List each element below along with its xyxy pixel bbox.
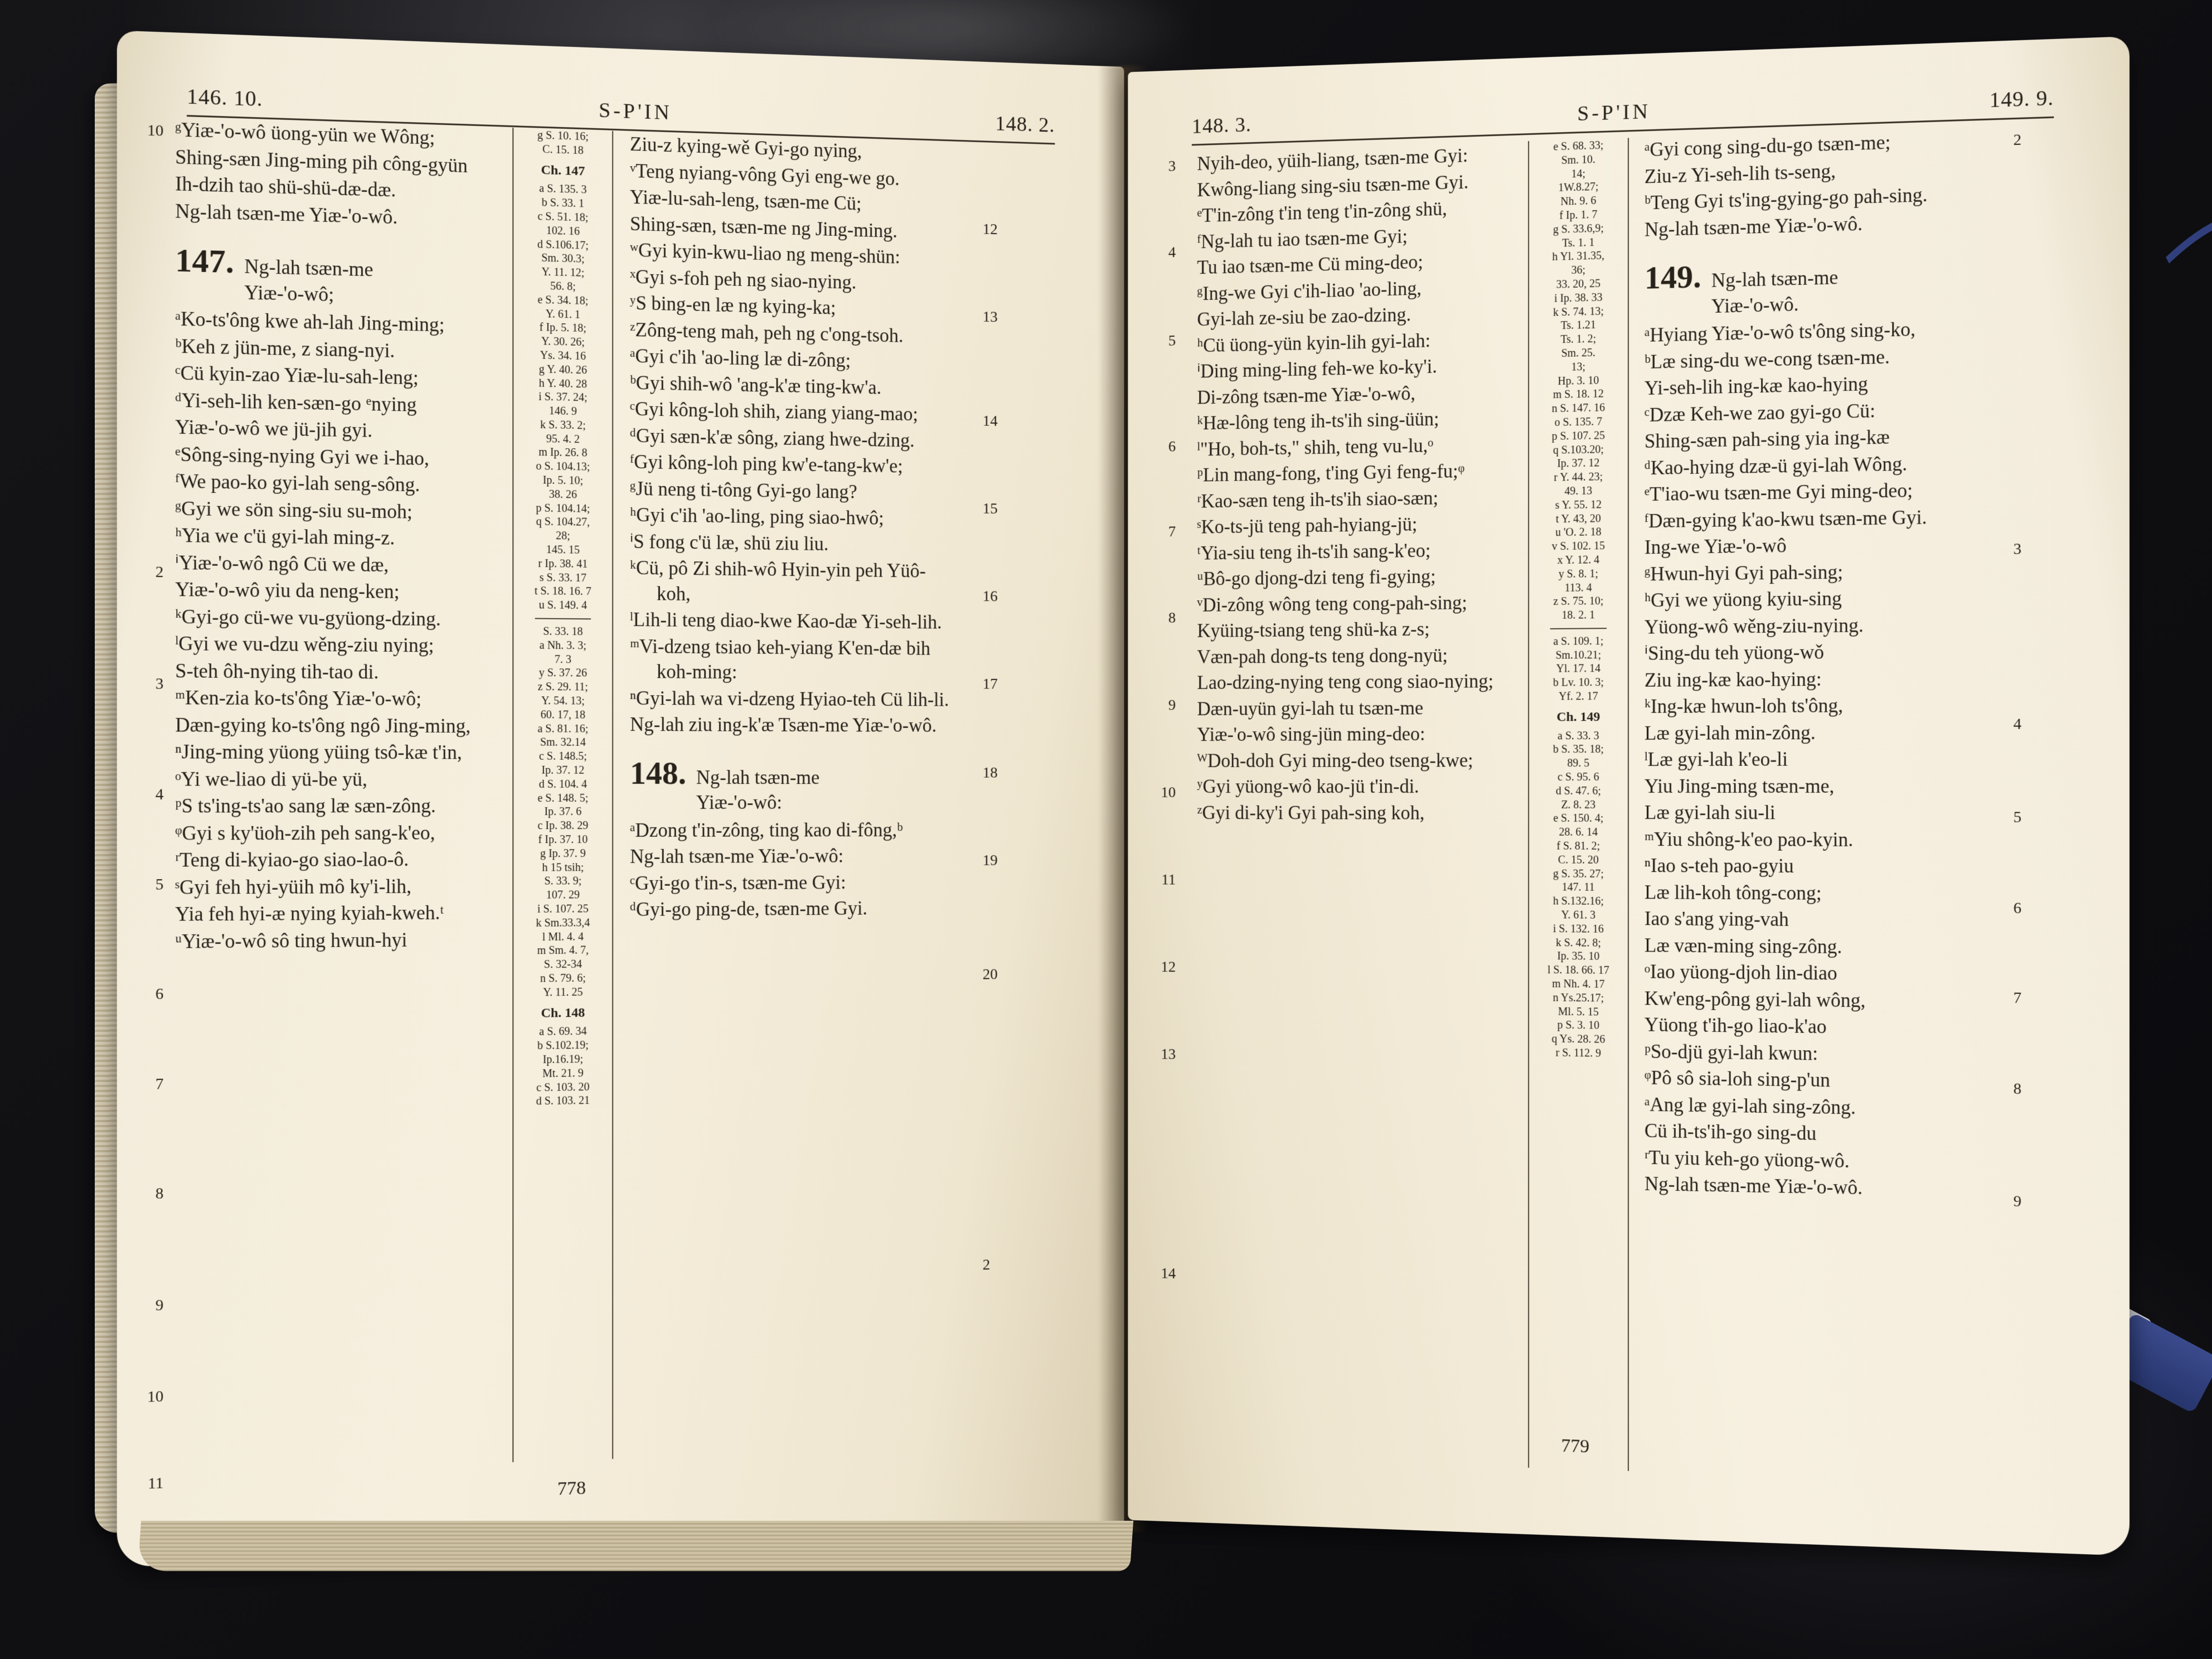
chapter-149-heading [1645, 248, 1973, 320]
left-column-2-text: Ziu-z kying-wě Gyi-go nying, ᵛTeng nyiang-vông Gyi eng-we go. Yiæ-lu-sah-leng, tsæn-me Cü; Shing-sæn, tsæn-me ng Jing-ming. ʷGyi kyin-kwu-liao ng meng-shün: ˣGyi s-foh peh ng siao-nying. ʸS bing-en læ ng kying-ka; ᶻZông-teng mah, peh ng c'ong-tsoh. ᵃGyi c'ih 'ao-ling læ di-zông; ᵇGyi shih-wô 'ang-k'æ ting-kw'a. ᶜGyi kông-loh shih, ziang yiang-mao; ᵈGyi sæn-k'æ sông, ziang hwe-dzing. ᶠGyi kông-loh ping kw'e-tang-kw'e; ᵍJü neng ti-tông Gyi-go lang? ʰGyi c'ih 'ao-ling, ping siao-hwô; ⁱS fong c'ü læ, shü ziu liu. ᵏCü, pô Zi shih-wô Hyin-yin peh Yüô-koh, ˡLih-li teng diao-kwe Kao-dæ Yi-seh-lih. ᵐVi-dzeng tsiao keh-yiang K'en-dæ bih koh-ming: ⁿGyi-lah wa vi-dzeng Hyiao-teh Cü lih-li. Ng-lah ziu ing-k'æ Tsæn-me Yiæ-'o-wô. 148. Ng-lah tsæn-me Yiæ-'o-wô: ᵃDzong t'in-zông, ting kao di-fông,ᵇ Ng-lah tsæn-me Yiæ-'o-wô: ᶜGyi-go t'in-s, tsæn-me Gyi: ᵈGyi-go ping-de, tsæn-me Gyi. [630, 132, 958, 924]
right-col2-verse-numbers: 2 3 4 5 6 7 8 9 [2013, 131, 2022, 1211]
ref-chapter-149: Ch. 149 [1556, 709, 1600, 725]
left-page [117, 31, 1124, 1568]
chapter-148-heading [630, 751, 958, 815]
right-reference-column: e S. 68. 33; Sm. 10. 14; 1W.8.27; Nh. 9. 6 f Ip. 1. 7 g S. 33.6,9; Ts. 1. 1 h Yl. 31.35, 36; 33. 20, 25 i Ip. 38. 33 k S. 74. 13; Ts. 1.21 Ts. 1. 2; Sm. 25. 13; Hp. 3. 10 m S. 18. 12 n S. 147. 16 o S. 135. 7 p S. 107. 25 q S.103.20; Ip. 37. 12 r Y. 44. 23; 49. 13 s Y. 55. 12 t Y. 43, 20 u 'O. 2. 18 v S. 102. 15 x Y. 12. 4 y S. 8. 1; 113. 4 z S. 75. 10; 18. 2. 1 a S. 109. 1; Sm.10.21; Yl. 17. 14 b Lv. 10. 3; Yf. 2. 17 Ch. 149 a S. 33. 3 b S. 35. 18; 89. 5 c S. 95. 6 d S. 47. 6; Z. 8. 23 e S. 150. 4; 28. 6. 14 f S. 81. 2; C. 15. 20 g S. 35. 27; 147. 11 h S.132.16; Y. 61. 3 i S. 132. 16 k S. 42. 8; Ip. 35. 10 l S. 18. 66. 17 m Nh. 4. 17 n Ys.25.17; Ml. 5. 15 p S. 3. 10 q Ys. 28. 26 r S. 112. 9 [1528, 138, 1629, 1471]
ref-divider [535, 618, 591, 620]
right-head-ref: 148. 3. [1191, 113, 1251, 138]
chapter-number: 148. [630, 754, 687, 791]
chapter-first-line: Ng-lah tsæn-me Yiæ-'o-wô. [1711, 266, 1839, 317]
left-head-title: S-P'IN [599, 98, 672, 125]
chapter-number: 147. [175, 241, 234, 280]
chapter-first-line: Ng-lah tsæn-me Yiæ-'o-wô; [244, 255, 373, 305]
left-column-1-text: ᵍYiæ-'o-wô üong-yün we Wông; Shing-sæn Jing-ming pih công-gyün Ih-dzih tao shü-shü-dæ-dæ. Ng-lah tsæn-me Yiæ-'o-wô. 147. Ng-lah tsæn-me Yiæ-'o-wô; ᵃKo-ts'ông kwe ah-lah Jing-ming; ᵇKeh z jün-me, z siang-nyi. ᶜCü kyin-zao Yiæ-lu-sah-leng; ᵈYi-seh-lih ken-sæn-go ᵉnying Yiæ-'o-wô we jü-jih gyi. ᵉSông-sing-nying Gyi we i-hao, ᶠWe pao-ko gyi-lah seng-sông. ᵍGyi we sön sing-siu su-moh; ʰYia we c'ü gyi-lah ming-z. ⁱYiæ-'o-wô ngô Cü we dæ, Yiæ-'o-wô yiu da neng-ken; ᵏGyi-go cü-we vu-gyüong-dzing. ˡGyi we vu-dzu wěng-ziu nying; S-teh ôh-nying tih-tao di. ᵐKen-zia ko-ts'ông Yiæ-'o-wô; Dæn-gying ko-ts'ông ngô Jing-ming, ⁿJing-ming yüong yüing tsô-kæ t'in, ᵒYi we-liao di yü-be yü, ᵖS ts'ing-ts'ao sang læ sæn-zông. ᵠGyi s ky'üoh-zih peh sang-k'eo, ʳTeng di-kyiao-go siao-lao-ô. ˢGyi feh hyi-yüih mô ky'i-lih, Yia feh hyi-æ nying kyiah-kweh.ᵗ ᵘYiæ-'o-wô sô ting hwun-hyi [175, 117, 496, 955]
ref-chapter-148: Ch. 148 [541, 1005, 585, 1021]
right-col1-verse-numbers: 3 4 5 6 7 8 9 10 11 12 13 14 [1161, 157, 1176, 1283]
left-head-ref-right: 148. 2. [995, 111, 1055, 137]
ref-chapter-147: Ch. 147 [541, 162, 585, 179]
chapter-first-line: Ng-lah tsæn-me Yiæ-'o-wô: [696, 766, 820, 813]
left-folio: 778 [557, 1477, 586, 1500]
chapter-number: 149. [1644, 258, 1701, 296]
right-page [1128, 36, 2129, 1556]
left-head-ref: 146. 10. [187, 85, 263, 111]
right-column-2-text: ᵃGyi cong sing-du-go tsæn-me; Ziu-z Yi-seh-lih ts-seng, ᵇTeng Gyi ts'ing-gying-go pah-sing. Ng-lah tsæn-me Yiæ-'o-wô. 149. Ng-lah tsæn-me Yiæ-'o-wô. ᵃHyiang Yiæ-'o-wô ts'ông sing-ko, ᵇLæ sing-du we-cong tsæn-me. Yi-seh-lih ing-kæ kao-hying ᶜDzæ Keh-we zao gyi-go Cü: Shing-sæn pah-sing yia ing-kæ ᵈKao-hying dzæ-ü gyi-lah Wông. ᵉT'iao-wu tsæn-me Gyi ming-deo; ᶠDæn-gying k'ao-kwu tsæn-me Gyi. Ing-we Yiæ-'o-wô ᵍHwun-hyi Gyi pah-sing; ʰGyi we yüong kyiu-sing Yüong-wô wěng-ziu-nying. ⁱSing-du teh yüong-wǒ Ziu ing-kæ kao-hying: ᵏIng-kæ hwun-loh ts'ông, Læ gyi-lah min-zông. ˡLæ gyi-lah k'eo-li Yiu Jing-ming tsæn-me, Læ gyi-lah siu-li ᵐYiu shông-k'eo pao-kyin. ⁿIao s-teh pao-gyiu Læ lih-koh tông-cong; Iao s'ang ying-vah Læ væn-ming sing-zông. ᵒIao yüong-djoh lin-diao Kw'eng-pông gyi-lah wông, Yüong t'ih-go liao-k'ao ᵖSo-djü gyi-lah kwun: ᵠPô sô sia-loh sing-p'un ᵃAng læ gyi-lah sing-zông. Cü ih-ts'ih-go sing-du ʳTu yiu keh-go yüong-wô. Ng-lah tsæn-me Yiæ-'o-wô. [1645, 127, 1973, 1204]
ref-divider [1550, 628, 1607, 629]
left-col1-verse-numbers: 10 2 3 4 5 6 7 8 9 10 11 [147, 122, 164, 1493]
right-head-title: S-P'IN [1577, 99, 1651, 126]
right-column-1-text: Nyih-deo, yüih-liang, tsæn-me Gyi: Kwông-liang sing-siu tsæn-me Gyi. ᵉT'in-zông t'in teng t'in-zông shü, ᶠNg-lah tu iao tsæn-me Gyi; Tu iao tsæn-me Cü ming-deo; ᵍIng-we Gyi c'ih-liao 'ao-ling, Gyi-lah ze-siu be zao-dzing. ʰCü üong-yün kyin-lih gyi-lah: ⁱDing ming-ling feh-we ko-ky'i. Di-zông tsæn-me Yiæ-'o-wô, ᵏHæ-lông teng ih-ts'ih sing-üün; ˡ"Ho, boh-ts," shih, teng vu-lu,ᵒ ᵖLin mang-fong, t'ing Gyi feng-fu;ᵠ ʳKao-sæn teng ih-ts'ih siao-sæn; ˢKo-ts-jü teng pah-hyiang-jü; ᵗYia-siu teng ih-ts'ih sang-k'eo; ᵘBô-go djong-dzi teng fi-gying; ᵛDi-zông wông teng cong-pah-sing; Kyüing-tsiang teng shü-ka z-s; Væn-pah dong-ts teng dong-nyü; Lao-dzing-nying teng cong siao-nying; Dæn-uyün gyi-lah tu tsæn-me Yiæ-'o-wô sing-jün ming-deo: ᵂDoh-doh Gyi ming-deo tseng-kwe; ʸGyi yüong-wô kao-jü t'in-di. ᶻGyi di-ky'i Gyi pah-sing koh, [1197, 144, 1494, 824]
right-head-ref-right: 149. 9. [1989, 86, 2054, 113]
right-folio: 779 [1561, 1435, 1590, 1457]
left-reference-column: g S. 10. 16; C. 15. 18 Ch. 147 a S. 135. 3 b S. 33. 1 c S. 51. 18; 102. 16 d S.106.17; Sm. 30.3; Y. 11. 12; 56. 8; e S. 34. 18; Y. 61. 1 f Ip. 5. 18; Y. 30. 26; Ys. 34. 16 g Y. 40. 26 h Y. 40. 28 i S. 37. 24; 146. 9 k S. 33. 2; 95. 4. 2 m Ip. 26. 8 o S. 104.13; Ip. 5. 10; 38. 26 p S. 104.14; q S. 104.27, 28; 145. 15 r Ip. 38. 41 s S. 33. 17 t S. 18. 16. 7 u S. 149. 4 S. 33. 18 a Nh. 3. 3; 7. 3 y S. 37. 26 z S. 29. 11; Y. 54. 13; 60. 17, 18 a S. 81. 16; Sm. 32.14 c S. 148.5; Ip. 37. 12 d S. 104. 4 e S. 148. 5; Ip. 37. 6 c Ip. 38. 29 f Ip. 37. 10 g Ip. 37. 9 h 15 tsih; S. 33. 9; 107. 29 i S. 107. 25 k Sm.33.3,4 l Ml. 4. 4 m Sm. 4. 7, S. 32-34 n S. 79. 6; Y. 11. 25 Ch. 148 a S. 69. 34 b S.102.19; Ip.16.19; Mt. 21. 9 c S. 103. 20 d S. 103. 21 [512, 128, 613, 1462]
left-col2-verse-numbers: 12 13 14 15 16 17 18 19 20 2 [982, 220, 998, 1274]
open-book [95, 49, 2129, 1565]
bottom-page-edges [138, 1521, 1133, 1571]
chapter-147-heading [175, 239, 496, 311]
